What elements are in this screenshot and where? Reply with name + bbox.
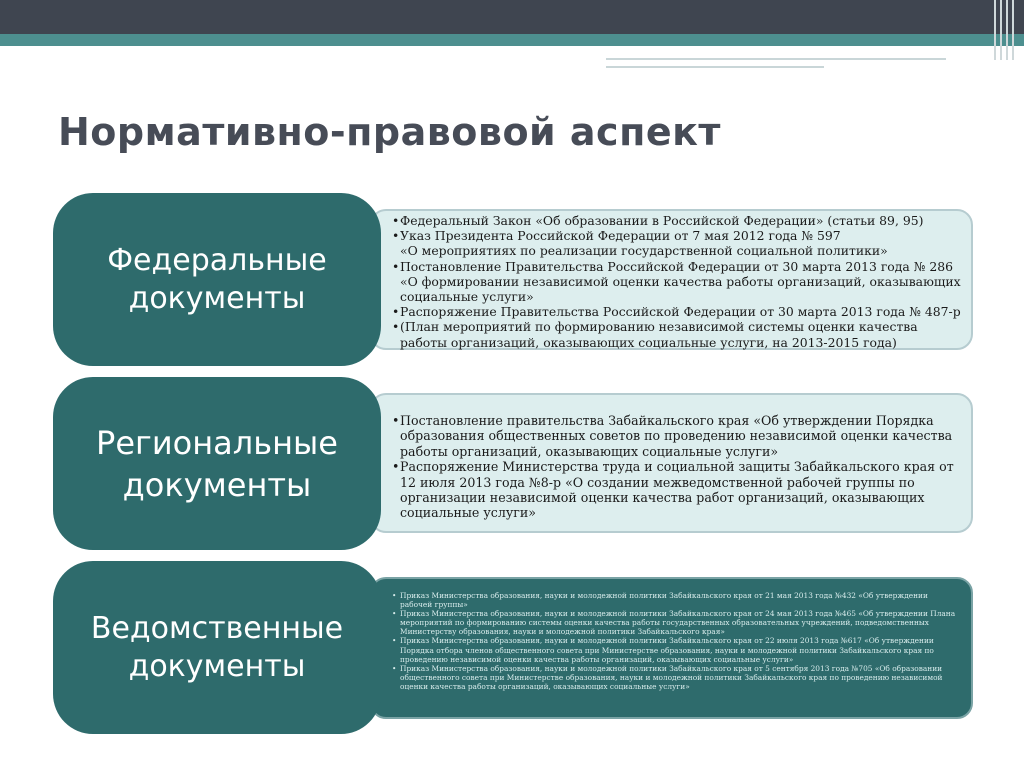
federal-documents-card bbox=[370, 209, 973, 350]
page-title: Нормативно-правовой аспект bbox=[58, 110, 721, 154]
header-band bbox=[0, 0, 1024, 34]
list-item: • Постановление Правительства Российской Федерации от 30 марта 2013 года № 286 «О формировании независимой оценки качества работы организаций, оказывающих социальные услуги» bbox=[394, 259, 963, 305]
list-item: • Приказ Министерства образования, науки и молодежной политики Забайкальского края от 21 мая 2013 года №432 «Об утверждении рабочей группы» bbox=[394, 591, 957, 609]
list-item: • Распоряжение Министерства труда и социальной защиты Забайкальского края от 12 июля 2013 года №8-р «О создании межведомственной рабочей группы по организации независимой оценки качества работ организаций, оказывающих социальные услуги» bbox=[394, 459, 957, 521]
regional-documents-label bbox=[53, 377, 381, 550]
decorative-line bbox=[606, 58, 946, 60]
federal-documents-label bbox=[53, 193, 381, 366]
list-item: • Распоряжение Правительства Российской Федерации от 30 марта 2013 года № 487-р bbox=[394, 304, 963, 319]
regional-documents-card bbox=[370, 393, 973, 533]
section-label: Федеральные документы bbox=[107, 242, 327, 316]
list-item: • (План мероприятий по формированию независимой системы оценки качества работы организаций, оказывающих социальные услуги, на 2013-2015 года) bbox=[394, 319, 963, 349]
list-item: • Постановление правительства Забайкальского края «Об утверждении Порядка образования общественных советов по проведению независимой оценки качества работы организаций, оказывающих социальные услуги» bbox=[394, 413, 957, 459]
decorative-line bbox=[606, 66, 824, 68]
section-label: Ведомственные документы bbox=[90, 610, 344, 684]
section-label: Региональные документы bbox=[96, 423, 338, 504]
list-item: • Федеральный Закон «Об образовании в Российской Федерации» (статьи 89, 95) bbox=[394, 213, 963, 228]
list-item: • Указ Президента Российской Федерации от 7 мая 2012 года № 597 «О мероприятиях по реализации государственной социальной политики» bbox=[394, 228, 963, 258]
list-item: • Приказ Министерства образования, науки и молодежной политики Забайкальского края от 24 мая 2013 года №465 «Об утверждении Плана мероприятий по формированию системы оценки качества работы государственных образовательных учреждений, подведомственных Министерству образования, науки и молодежной политики Забайкальского края» bbox=[394, 609, 957, 636]
departmental-documents-card bbox=[370, 577, 973, 719]
header-accent-stripe bbox=[0, 34, 1024, 46]
list-item: • Приказ Министерства образования, науки и молодежной политики Забайкальского края от 5 сентября 2013 года №705 «Об образовании общественного совета при Министерстве образования, науки и молодежной политики Забайкальского края по проведению независимой оценки качества работы организаций, оказывающих социальные услуги» bbox=[394, 664, 957, 691]
decorative-stripes bbox=[990, 0, 1024, 60]
list-item: • Приказ Министерства образования, науки и молодежной политики Забайкальского края от 22 июля 2013 года №617 «Об утверждении Порядка отбора членов общественного совета при Министерстве образования, науки и молодежной политики Забайкальского края по проведению независимой оценки качества работы организаций, оказывающих социальные услуги» bbox=[394, 636, 957, 663]
departmental-documents-label bbox=[53, 561, 381, 734]
